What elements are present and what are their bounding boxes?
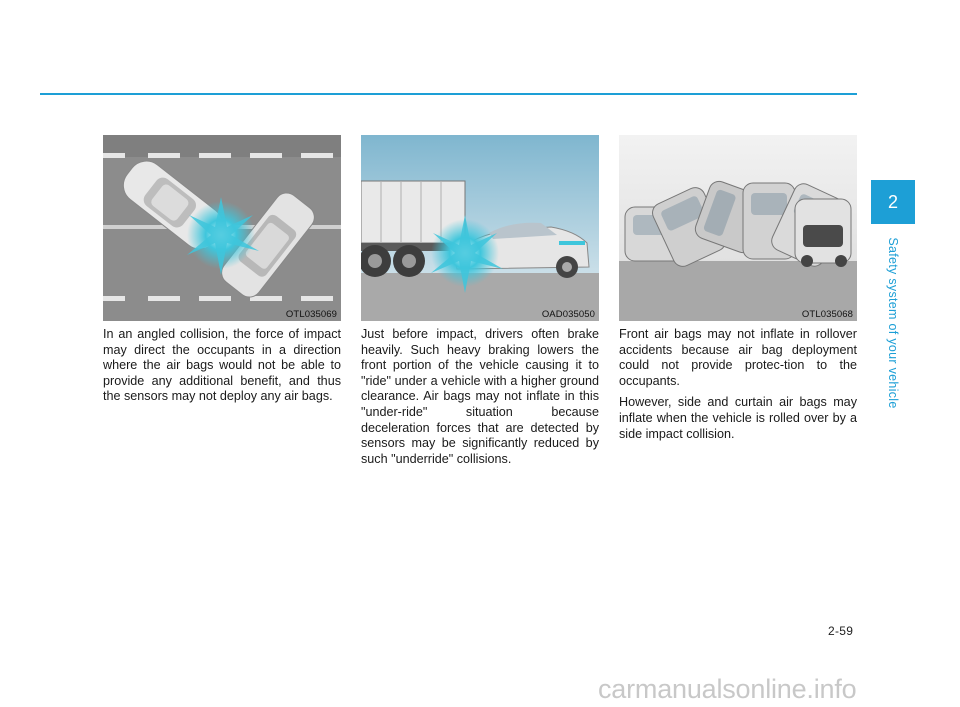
rollover-accident-illustration bbox=[619, 135, 857, 321]
header-rule bbox=[40, 93, 857, 95]
page-number: 2-59 bbox=[828, 624, 854, 638]
column-rollover-accident bbox=[619, 135, 857, 442]
figure-code: OTL035068 bbox=[801, 309, 853, 320]
figure-underride-collision bbox=[361, 135, 599, 321]
figure-code: OAD035050 bbox=[541, 309, 595, 320]
underride-collision-illustration bbox=[361, 135, 599, 321]
figure-code: OTL035069 bbox=[285, 309, 337, 320]
column-angled-collision bbox=[103, 135, 341, 405]
body-paragraph: Just before impact, drivers often brake heavily. Such heavy braking lowers the front portion of the vehicle causing it to "ride" under a vehicle with a higher ground clearance. Air bags may not inflate in this "under-ride" situation because deceleration forces that are detected by sensors may be significantly reduced by such "underride" collisions. bbox=[361, 327, 599, 466]
figure-rollover-accident bbox=[619, 135, 857, 321]
body-paragraph: However, side and curtain air bags may inflate when the vehicle is rolled over by a side impact collision. bbox=[619, 395, 857, 441]
section-number-tab: 2 bbox=[871, 180, 915, 224]
section-title: Safety system of your vehicle bbox=[886, 237, 900, 409]
figure-angled-collision bbox=[103, 135, 341, 321]
body-paragraph: Front air bags may not inflate in rollover accidents because air bag deployment could not provide protec-tion to the occupants. bbox=[619, 327, 857, 388]
column-underride-collision bbox=[361, 135, 599, 467]
body-paragraph: In an angled collision, the force of impact may direct the occupants in a direction where the air bags would not be able to provide any additional benefit, and thus the sensors may not deploy any air bags. bbox=[103, 327, 341, 404]
watermark: carmanualsonline.info bbox=[598, 674, 857, 704]
angled-collision-illustration bbox=[103, 135, 341, 321]
